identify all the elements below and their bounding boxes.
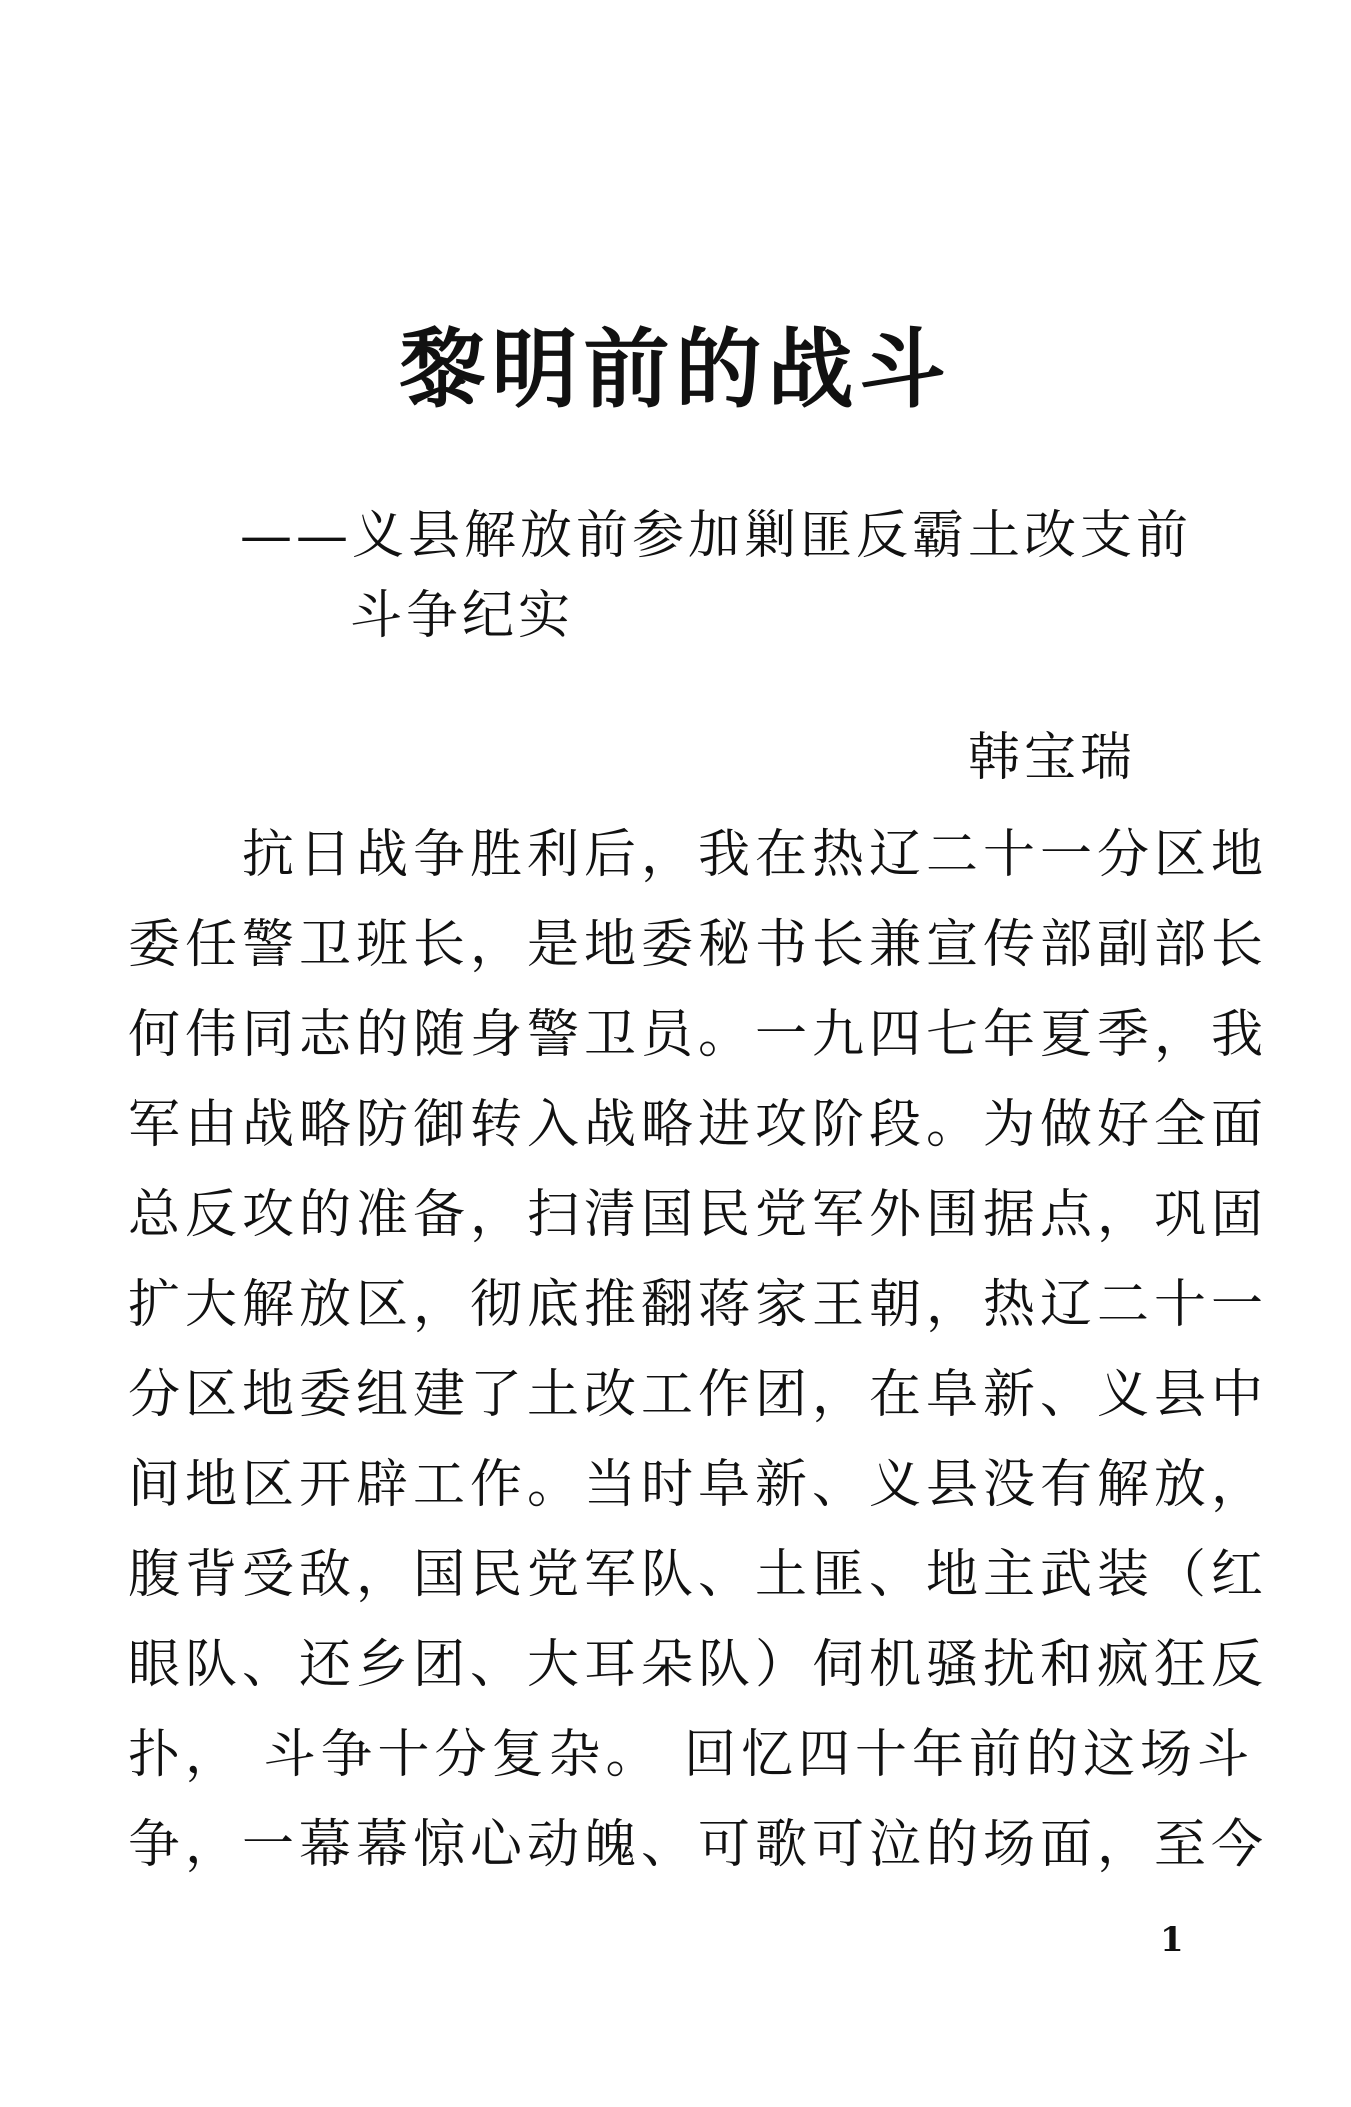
body-line: 腹背受敌，国民党军队、土匪、地主武装（红 (128, 1545, 1269, 1605)
body-line: 争，一幕幕惊心动魄、可歌可泣的场面，至今 (128, 1815, 1269, 1875)
body-line: 眼队、还乡团、大耳朵队）伺机骚扰和疯狂反 (128, 1635, 1269, 1695)
subtitle-line-2: 斗争纪实 (350, 586, 575, 646)
body-line: 何伟同志的随身警卫员。一九四七年夏季，我 (128, 1005, 1269, 1065)
body-line: 抗日战争胜利后，我在热辽二十一分区地 (128, 825, 1269, 885)
article-subtitle (240, 496, 1200, 656)
body-line: 委任警卫班长，是地委秘书长兼宣传部副部长 (128, 915, 1269, 975)
body-line: 总反攻的准备，扫清国民党军外围据点，巩固 (128, 1185, 1269, 1245)
body-line: 军由战略防御转入战略进攻阶段。为做好全面 (128, 1095, 1269, 1155)
page-number: 1 (1160, 1920, 1184, 1960)
article-title: 黎明前的战斗 (399, 319, 952, 420)
author-name: 韩宝瑞 (968, 728, 1137, 788)
subtitle-line-1: ——义县解放前参加剿匪反霸土改支前 (240, 506, 1193, 566)
body-line: 扑， 斗争十分复杂。 回忆四十年前的这场斗 (128, 1725, 1255, 1785)
body-line: 间地区开辟工作。当时阜新、义县没有解放， (128, 1455, 1269, 1515)
body-line: 扩大解放区，彻底推翻蒋家王朝，热辽二十一 (128, 1275, 1269, 1335)
body-line: 分区地委组建了土改工作团，在阜新、义县中 (128, 1365, 1269, 1425)
body-paragraph (128, 810, 1269, 1890)
